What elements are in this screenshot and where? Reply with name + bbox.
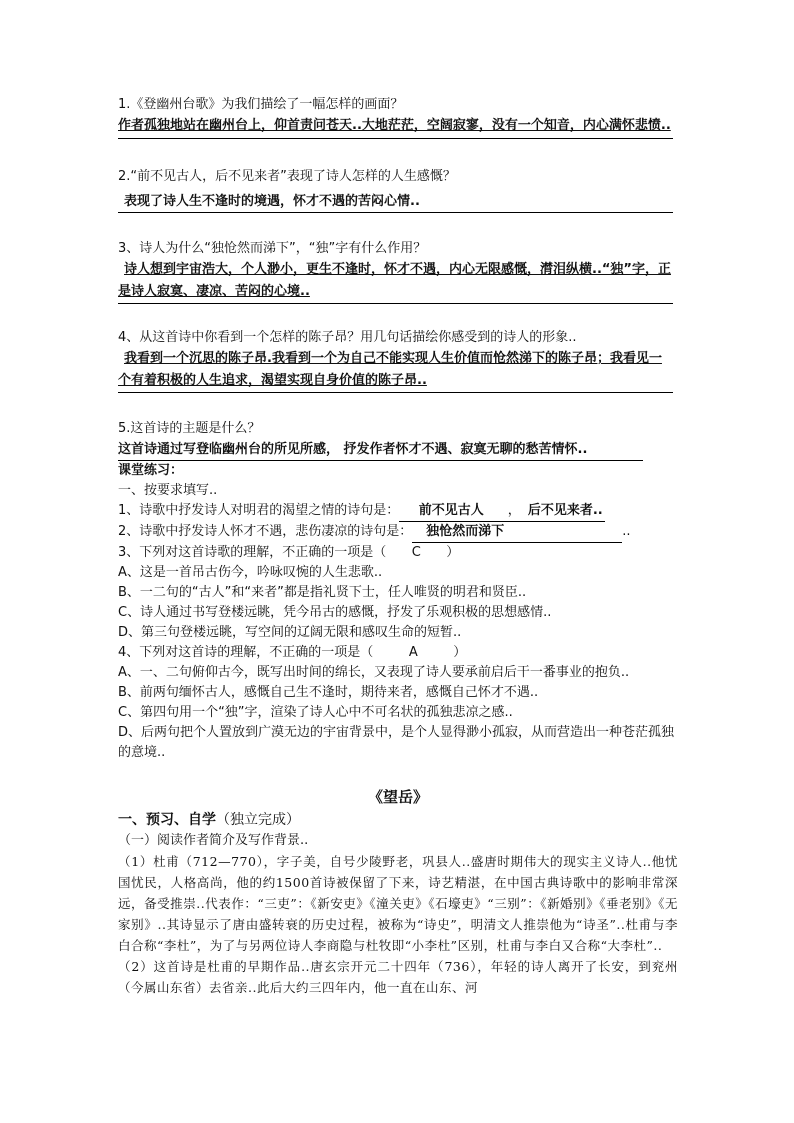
mc-4-option-d: D、后两句把个人置放到广漠无边的宇宙背景中，是个人显得渺小孤寂，从而营造出一种苍茫孤独的意境.. [118, 725, 675, 760]
mc-3-option-d: D、第三句登楼远眺，写空间的辽阔无限和感叹生命的短暂.. [118, 625, 462, 640]
mc-3-option-b: B、一二句的“古人”和“来者”都是指礼贤下士，任人唯贤的明君和贤臣.. [118, 585, 527, 600]
answer-4 [118, 348, 673, 392]
fill-item-1 [118, 501, 678, 522]
fill-2-suffix: .. [622, 524, 631, 539]
question-4: 4、从这首诗中你看到一个怎样的陈子昂？用几句话描绘你感受到的诗人的形象.. [118, 330, 577, 345]
mc-4-prompt: 4、下列对这首诗的理解，不正确的一项是（ [118, 645, 374, 660]
mc-question-4 [118, 643, 678, 663]
question-3: 3、诗人为什么“独怆然而涕下”，“独”字有什么作用？ [118, 241, 427, 256]
fill-2-prompt: 2、诗歌中抒发诗人怀才不遇，悲伤凄凉的诗句是： [118, 524, 413, 539]
practice-heading: 课堂练习： [118, 463, 184, 478]
mc-3-option-a: A、这是一首吊古伤今，吟咏叹惋的人生悲歌.. [118, 565, 383, 580]
document-page [118, 95, 678, 998]
answer-4-text: 我看到一个沉思的陈子昂.我看到一个为自己不能实现人生价值而怆然涕下的陈子昂；我看见一个有着积极的人生追求，渴望实现自身价值的陈子昂.. [118, 351, 662, 388]
answer-2-text: 表现了诗人生不逢时的境遇，怀才不遇的苦闷心情.. [124, 194, 420, 209]
question-2: 2.“前不见古人，后不见来者”表现了诗人怎样的人生感慨？ [118, 169, 456, 184]
fill-2-answer: 独怆然而涕下 [412, 522, 622, 543]
answer-3-text: 诗人想到宇宙浩大，个人渺小，更生不逢时，怀才不遇，内心无限感慨，潸泪纵横..“独”字，正是诗人寂寞、凄凉、苦闷的心境.. [118, 262, 671, 299]
author-intro-paragraph: （1）杜甫（712—770），字子美，自号少陵野老，巩县人..盛唐时期伟大的现实主义诗人..他忧国忧民，人格高尚，他的约1500首诗被保留了下来，诗艺精湛，在中国古典诗歌中的影响非常深远，备受推崇..代表作：“三吏”：《新安吏》《潼关吏》《石壕吏》“三别”：《新婚别》《垂老别》《无家别》..其诗显示了唐由盛转衰的历史过程，被称为“诗史”，明清文人推崇他为“诗圣”..杜甫与李白合称“李杜”，为了与另两位诗人李商隐与杜牧即“小李杜”区别，杜甫与李白又合称“大李杜”.. [118, 854, 678, 953]
section-1-heading [118, 809, 678, 831]
section-1-label: 一、预习、自学 [118, 812, 216, 828]
mc-4-option-a: A、一、二句俯仰古今，既写出时间的绵长，又表现了诗人要承前启后干一番事业的抱负.. [118, 665, 630, 680]
mc-3-close: ） [446, 545, 460, 560]
mc-4-close: ） [453, 645, 467, 660]
section-1-note: （独立完成） [216, 812, 300, 828]
fill-1-answer-b: 后不见来者.. [525, 501, 605, 522]
answer-5: 这首诗通过写登临幽州台的所见所感， 抒发作者怀才不遇、寂寞无聊的愁苦情怀.. [118, 439, 643, 461]
question-5: 5.这首诗的主题是什么？ [118, 421, 261, 436]
fill-item-2 [118, 522, 678, 543]
fill-1-prompt: 1、诗歌中抒发诗人对明君的渴望之情的诗句是： [118, 503, 400, 518]
answer-1: 作者孤独地站在幽州台上，仰首责问苍天..大地茫茫，空阔寂寥，没有一个知音，内心满怀悲愤.. [118, 118, 671, 133]
fill-1-separator: ， [503, 501, 525, 522]
answer-3 [118, 259, 673, 303]
practice-part-1: 一、按要求填写.. [118, 483, 218, 498]
fill-1-answer-a: 前不见古人 [399, 501, 503, 522]
mc-3-option-c: C、诗人通过书写登楼远眺，凭今吊古的感慨，抒发了乐观积极的思想感情.. [118, 605, 552, 620]
mc-4-option-b: B、前两句缅怀古人，感慨自己生不逢时，期待来者，感慨自己怀才不遇.. [118, 685, 539, 700]
mc-3-answer: C [411, 545, 421, 560]
mc-3-prompt: 3、下列对这首诗歌的理解，不正确的一项是（ [118, 545, 387, 560]
answer-2 [118, 191, 673, 213]
mc-question-3 [118, 543, 678, 563]
background-paragraph: （2）这首诗是杜甫的早期作品..唐玄宗开元二十四年（736），年轻的诗人离开了长安，到兖州（今属山东省）去省亲..此后大约三四年内，他一直在山东、河 [118, 959, 678, 995]
section-title: 《望岳》 [367, 788, 428, 806]
question-1: 1.《登幽州台歌》为我们描绘了一幅怎样的画面？ [118, 97, 404, 112]
mc-4-answer: A [408, 645, 418, 660]
subsection-1: （一）阅读作者简介及写作背景.. [118, 833, 309, 848]
mc-4-option-c: C、第四句用一个“独”字，渲染了诗人心中不可名状的孤独悲凉之感.. [118, 705, 513, 720]
